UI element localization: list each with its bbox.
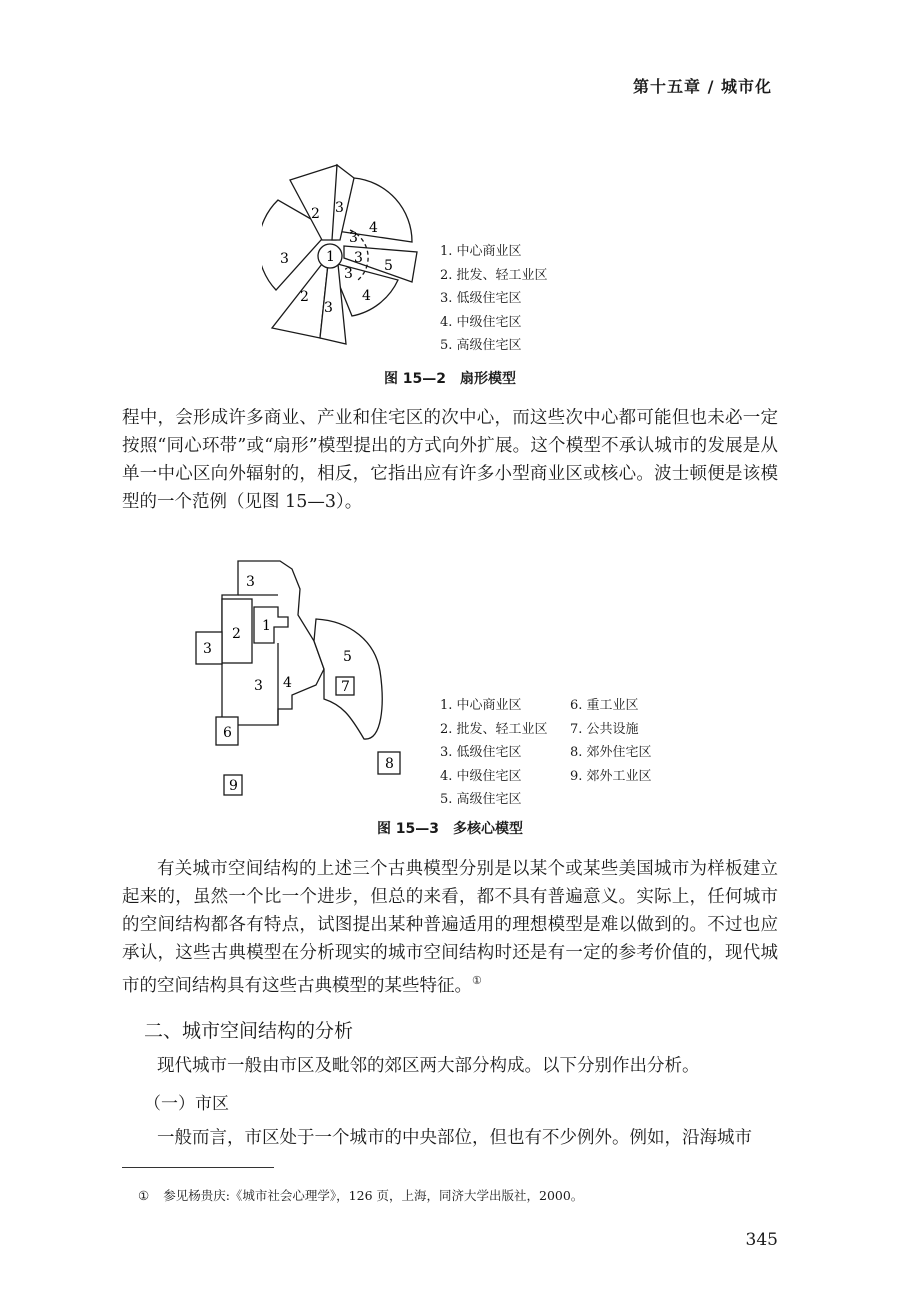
nuclei-legend-left <box>440 694 548 812</box>
legend-item: 1. 中心商业区 <box>440 698 522 713</box>
paragraph-3: 现代城市一般由市区及毗邻的郊区两大部分构成。以下分别作出分析。 <box>157 1056 700 1076</box>
legend-item: 9. 郊外工业区 <box>570 768 652 784</box>
zone-label-5: 5 <box>343 649 352 665</box>
paragraph-4: 一般而言，市区处于一个城市的中央部位，但也有不少例外。例如，沿海城市 <box>157 1128 752 1148</box>
sector-label-lower-right: 4 <box>362 288 371 304</box>
legend-item: 1. 中心商业区 <box>440 244 522 259</box>
sector-model-figure <box>262 160 432 350</box>
sector-label-inner-top: 3 <box>349 230 358 246</box>
sector-label-upper-left: 2 <box>311 206 320 222</box>
legend-item: 2. 批发、轻工业区 <box>440 267 548 283</box>
nuclei-legend-right <box>570 694 652 788</box>
sector-label-center: 1 <box>326 249 335 265</box>
legend-item: 5. 高级住宅区 <box>440 792 522 807</box>
zone-label-2: 2 <box>232 626 241 642</box>
paragraph-2-text: 有关城市空间结构的上述三个古典模型分别是以某个或某些美国城市为样板建立起来的，虽然一个比一个进步，但总的来看，都不具有普遍意义。实际上，任何城市的空间结构都各有特点，试图提出某种普遍适用的理想模型是难以做到的。不过也应承认，这些古典模型在分析现实的城市空间结构时还是有一定的参考价值的，现代城市的空间结构具有这些古典模型的某些特征。 <box>122 859 778 996</box>
zone-label-3-mid: 3 <box>254 678 263 694</box>
footnote-rule <box>122 1167 274 1168</box>
footnote-reference: ① <box>472 974 482 987</box>
legend-item: 5. 高级住宅区 <box>440 338 522 353</box>
sector-label-inner-bottom: 3 <box>344 266 353 282</box>
legend-item: 4. 中级住宅区 <box>440 314 522 330</box>
zone-label-9: 9 <box>229 778 238 794</box>
section-heading: 二、城市空间结构的分析 <box>144 1020 354 1042</box>
zone-label-7: 7 <box>341 679 350 695</box>
running-head: 第十五章 / 城市化 <box>633 77 772 96</box>
zone-label-1: 1 <box>262 618 271 634</box>
legend-item: 3. 低级住宅区 <box>440 291 522 306</box>
page-number: 345 <box>745 1230 778 1250</box>
sector-label-upper-right: 4 <box>369 220 378 236</box>
figure-15-2-caption: 图 15—2 扇形模型 <box>383 371 517 387</box>
sector-label-left: 3 <box>280 251 289 267</box>
multiple-nuclei-figure <box>190 555 410 800</box>
footnote-text: 参见杨贵庆:《城市社会心理学》，126 页，上海，同济大学出版社，2000。 <box>163 1188 584 1203</box>
figure-15-3-caption: 图 15—3 多核心模型 <box>376 821 524 837</box>
zone-label-6: 6 <box>223 725 232 741</box>
legend-item: 2. 批发、轻工业区 <box>440 721 548 737</box>
zone-label-3-top: 3 <box>246 574 255 590</box>
sector-label-inner-mid: 3 <box>354 250 363 266</box>
legend-item: 3. 低级住宅区 <box>440 745 522 760</box>
subheading: （一）市区 <box>144 1094 229 1114</box>
sector-label-right-narrow: 5 <box>384 258 393 274</box>
sector-label-lower-left: 2 <box>300 289 309 305</box>
footnote-mark: ① <box>138 1188 150 1203</box>
footnote <box>138 1186 583 1204</box>
zone-label-8: 8 <box>385 756 394 772</box>
paragraph-2 <box>122 855 778 1000</box>
legend-item: 4. 中级住宅区 <box>440 768 522 784</box>
sector-model-legend <box>440 240 548 358</box>
zone-label-4: 4 <box>283 675 292 691</box>
sector-label-top-narrow: 3 <box>335 200 344 216</box>
sector-label-bottom-narrow: 3 <box>324 300 333 316</box>
legend-item: 7. 公共设施 <box>570 721 639 737</box>
legend-item: 8. 郊外住宅区 <box>570 745 652 760</box>
zone-label-3-left: 3 <box>203 641 212 657</box>
legend-item: 6. 重工业区 <box>570 698 639 713</box>
paragraph-1: 程中，会形成许多商业、产业和住宅区的次中心，而这些次中心都可能但也未必一定按照“同心环带”或“扇形”模型提出的方式向外扩展。这个模型不承认城市的发展是从单一中心区向外辐射的，相反，它指出应有许多小型商业区或核心。波士顿便是该模型的一个范例（见图 15—3）。 <box>122 408 778 512</box>
